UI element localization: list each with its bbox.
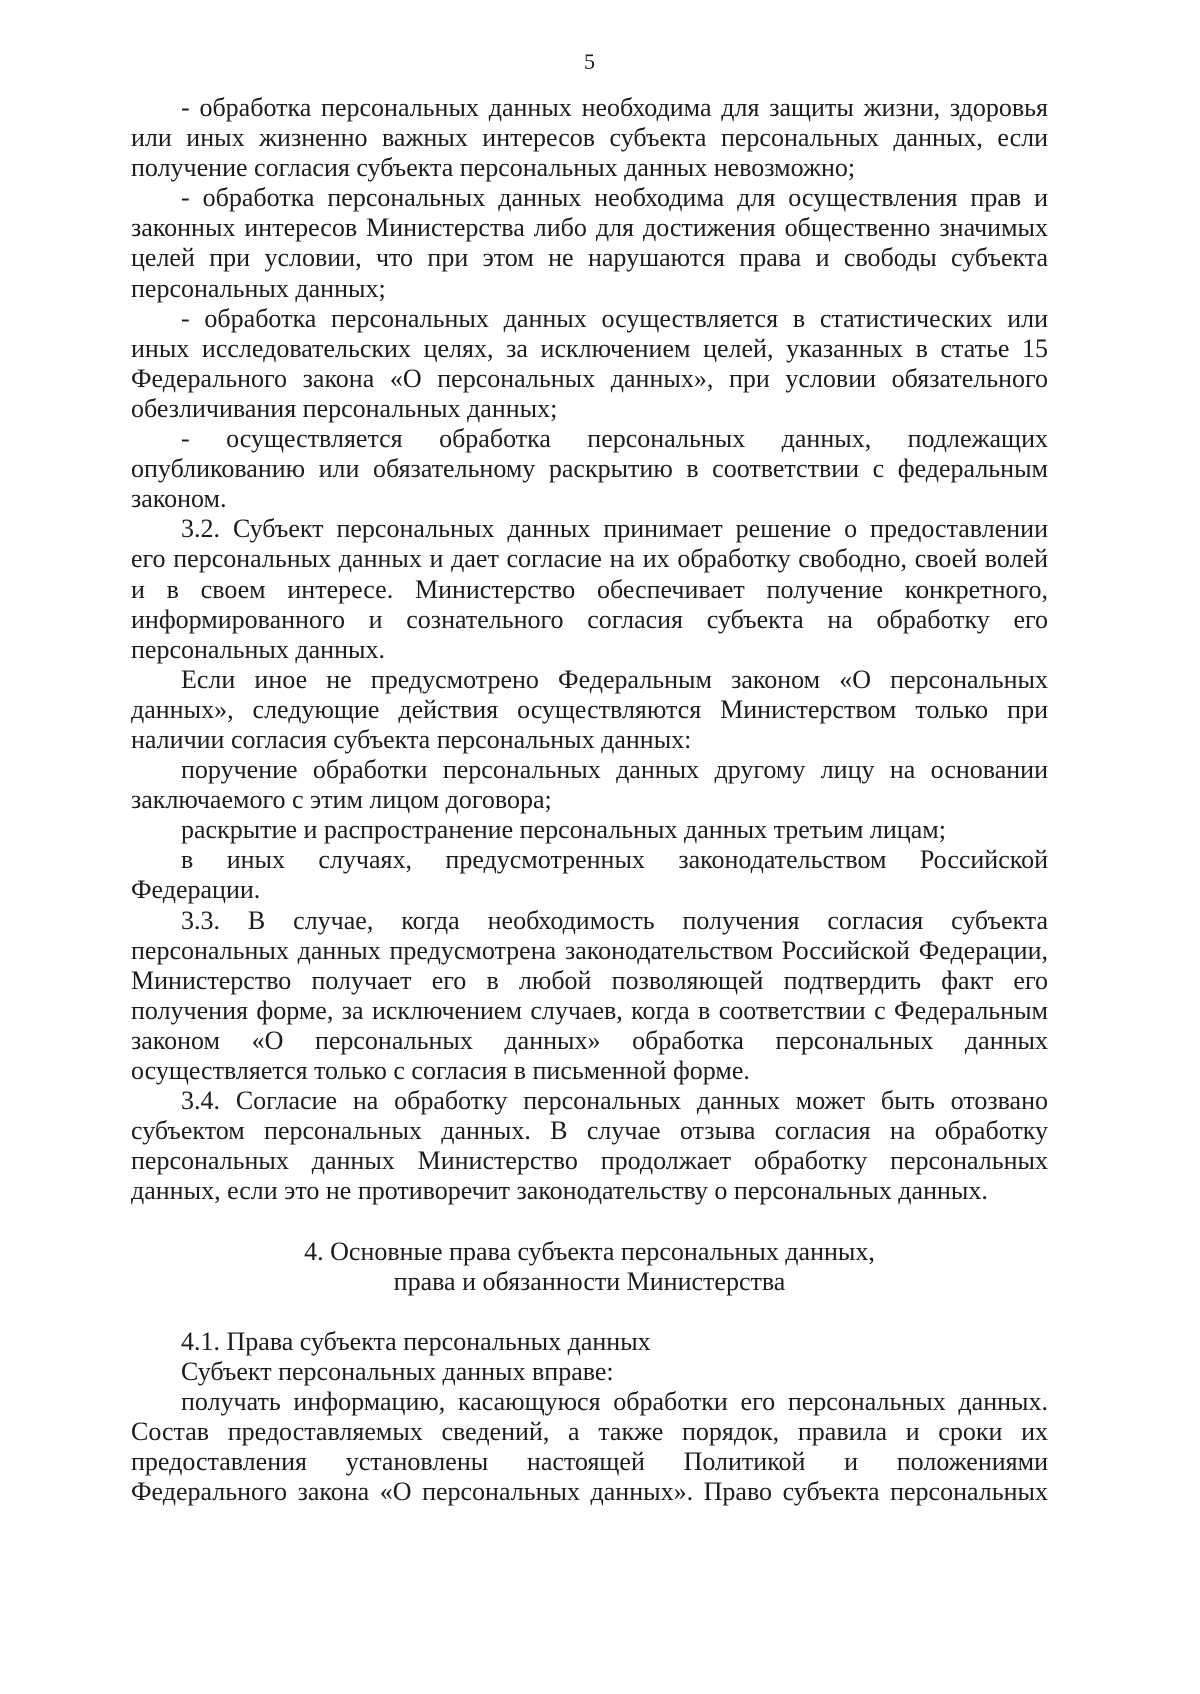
text-line: Субъект персональных данных вправе: [181,1356,614,1386]
section-3-text [131,93,1048,1206]
text-line: - обработка персональных данных необходима для осуществления прав и [181,183,1048,213]
text-line: Министерство получает его в любой позволяющей подтвердить факт его [131,965,1048,995]
text-line: его персональных данных и дает согласие на их обработку свободно, своей волей [131,544,1048,574]
text-line: наличии согласия субъекта персональных данных: [131,724,692,754]
paragraph [131,755,1048,815]
text-line: целей при условии, что при этом не нарушаются права и свободы субъекта [131,243,1048,273]
text-line: персональных данных Министерство продолжает обработку персональных [131,1146,1048,1176]
text-line: получать информацию, касающуюся обработки его персональных данных. [181,1387,1048,1417]
text-line: Федерации. [131,875,261,905]
text-line: Федерального закона «О персональных данных». Право субъекта персональных [131,1477,1048,1507]
text-line: 3.3. В случае, когда необходимость получения согласия субъекта [181,905,1048,935]
text-line: обезличивания персональных данных; [131,393,558,423]
text-line: получения форме, за исключением случаев, когда в соответствии с Федеральным [131,995,1048,1025]
text-line: поручение обработки персональных данных другому лицу на основании [181,755,1048,785]
text-line: 4.1. Права субъекта персональных данных [181,1326,651,1356]
paragraph [131,665,1048,755]
paragraph [131,815,1048,845]
paragraph [131,906,1048,1087]
text-line: законных интересов Министерства либо для достижения общественно значимых [131,213,1048,243]
text-line: заключаемого с этим лицом договора; [131,785,552,815]
text-line: иных исследовательских целях, за исключением целей, указанных в статье 15 [131,333,1048,363]
paragraph [131,93,1048,183]
paragraph [131,514,1048,664]
text-line: персональных данных; [131,273,386,303]
text-line: Состав предоставляемых сведений, а также порядок, правила и сроки их [131,1417,1048,1447]
text-line: осуществляется только с согласия в письменной форме. [131,1056,750,1085]
text-line: или иных жизненно важных интересов субъекта персональных данных, если [131,123,1048,153]
paragraph [131,845,1048,905]
paragraph [131,304,1048,424]
text-line: и в своем интересе. Министерство обеспечивает получение конкретного, [131,574,1048,604]
text-line: персональных данных. [131,634,385,664]
text-line: персональных данных предусмотрена законодательством Российской Федерации, [131,935,1048,965]
text-line: Федерального закона «О персональных данных», при условии обязательного [131,363,1048,393]
section-4-heading-line: 4. Основные права субъекта персональных данных, [304,1236,875,1266]
text-line: - осуществляется обработка персональных данных, подлежащих [181,424,1048,454]
paragraph [131,1086,1048,1206]
text-line: - обработка персональных данных необходима для защиты жизни, здоровья [181,93,1048,122]
page-number: 5 [584,49,595,74]
document-body [131,93,1048,1507]
text-line: данных», следующие действия осуществляются Министерством только при [131,694,1048,724]
section-4-heading [131,1237,1048,1297]
text-line: в иных случаях, предусмотренных законодательством Российской [181,845,1048,875]
text-line: законом «О персональных данных» обработка персональных данных [131,1025,1048,1055]
paragraph [131,1357,1048,1387]
text-line: информированного и сознательного согласия субъекта на обработку его [131,604,1048,634]
text-line: опубликованию или обязательному раскрытию в соответствии с федеральным [131,454,1048,484]
text-line: раскрытие и распространение персональных данных третьим лицам; [181,815,946,845]
text-line: субъектом персональных данных. В случае отзыва согласия на обработку [131,1116,1048,1146]
text-line: 3.2. Субъект персональных данных принимает решение о предоставлении [181,514,1048,544]
section-4-heading-line: права и обязанности Министерства [393,1266,786,1296]
paragraph [131,1387,1048,1507]
text-line: получение согласия субъекта персональных данных невозможно; [131,153,856,183]
text-line: Если иное не предусмотрено Федеральным законом «О персональных [181,664,1048,694]
section-4-text [131,1327,1048,1508]
text-line: законом. [131,484,227,514]
text-line: предоставления установлены настоящей Политикой и положениями [131,1447,1048,1477]
text-line: данных, если это не противоречит законодательству о персональных данных. [131,1176,988,1206]
paragraph [131,183,1048,303]
paragraph [131,424,1048,514]
paragraph [131,1327,1048,1357]
text-line: 3.4. Согласие на обработку персональных данных может быть отозвано [181,1086,1048,1116]
text-line: - обработка персональных данных осуществляется в статистических или [181,303,1048,333]
